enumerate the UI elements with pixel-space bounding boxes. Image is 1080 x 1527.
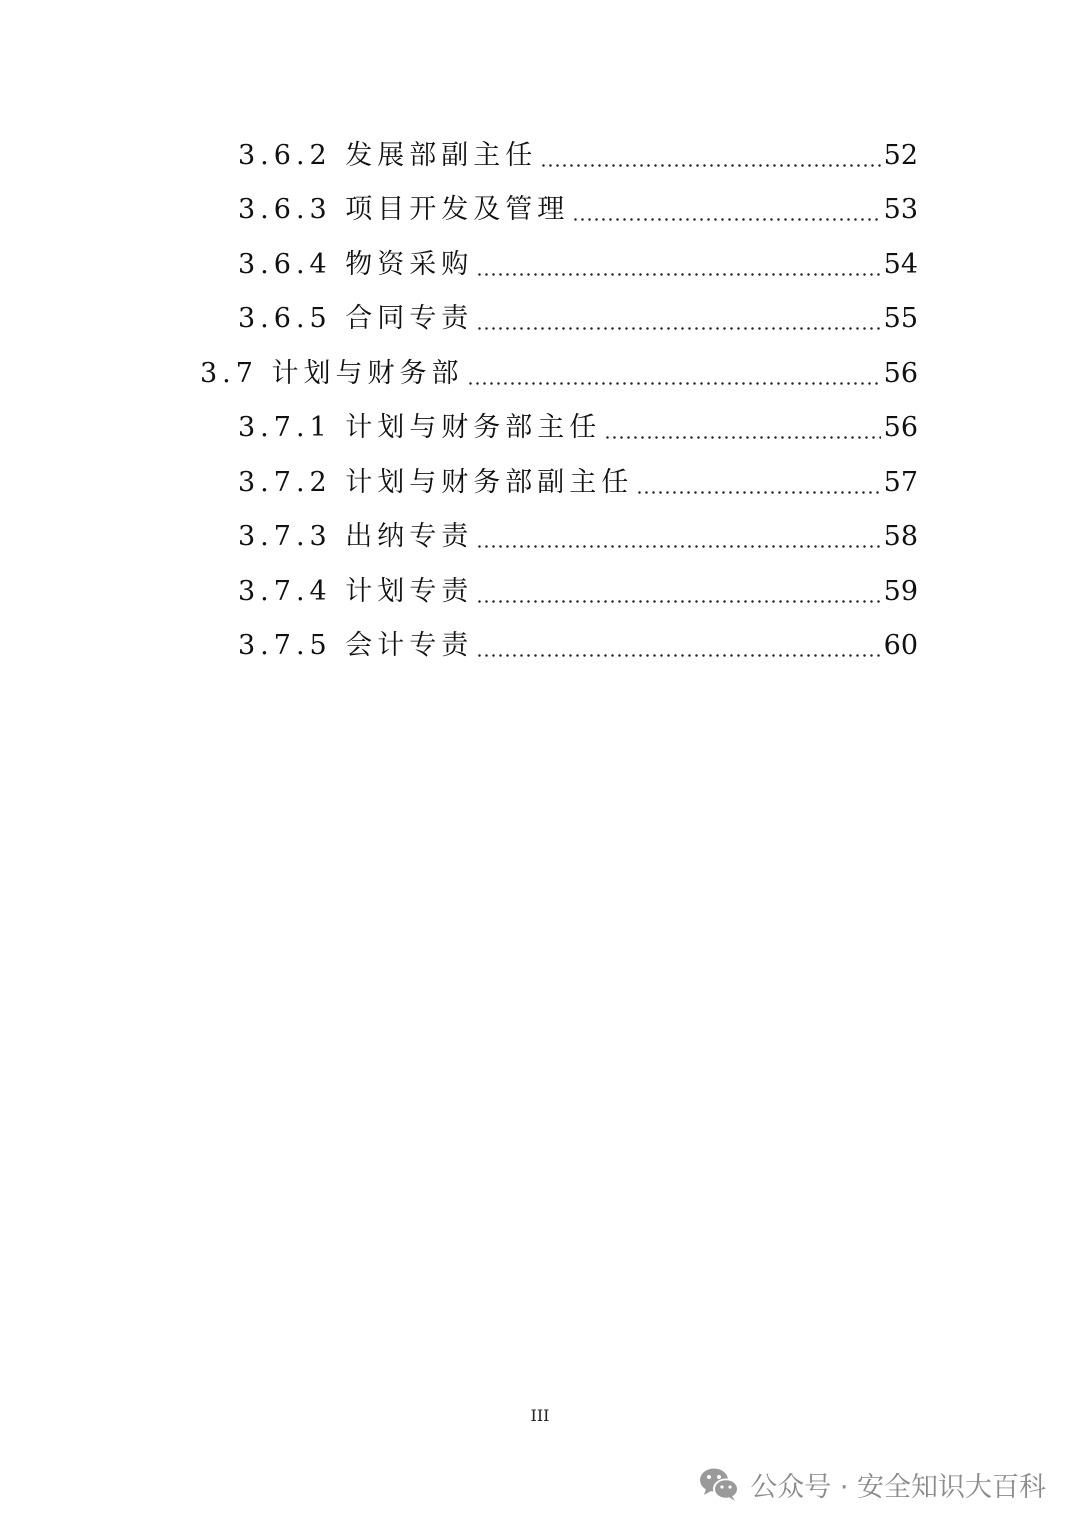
toc-entry-page: 54 — [883, 249, 918, 280]
toc-entry-number: 3.7.5 — [238, 630, 332, 661]
toc-entry-number: 3.7.2 — [238, 467, 332, 498]
toc-entry[interactable] — [238, 626, 918, 666]
toc-entry[interactable] — [238, 299, 918, 339]
toc-entry-text: 计划与财务部 — [271, 358, 464, 389]
dot-leader — [476, 273, 880, 276]
toc-entry[interactable] — [238, 572, 918, 612]
toc-entry-text: 计划与财务部副主任 — [345, 467, 634, 498]
watermark-text: 公众号 · 安全知识大百科 — [750, 1471, 1046, 1503]
toc-entry-title — [238, 626, 473, 666]
toc-entry-page: 55 — [883, 303, 918, 334]
toc-entry[interactable] — [238, 245, 918, 285]
toc-entry-text: 物资采购 — [345, 249, 474, 280]
table-of-contents — [0, 0, 1080, 700]
toc-entry-text: 计划与财务部主任 — [345, 412, 602, 443]
toc-entry-title — [238, 517, 473, 557]
dot-leader — [476, 327, 880, 330]
dot-leader — [476, 600, 880, 603]
toc-entry-page: 56 — [883, 358, 918, 389]
toc-entry-number: 3.6.3 — [238, 194, 332, 225]
toc-entry-page: 59 — [883, 576, 918, 607]
toc-entry-text: 出纳专责 — [345, 521, 474, 552]
toc-entry-page: 58 — [883, 521, 918, 552]
dot-leader — [604, 436, 880, 439]
dot-leader — [636, 491, 880, 494]
toc-entry-page: 56 — [883, 412, 918, 443]
toc-entry-title — [238, 408, 601, 448]
toc-entry-title — [238, 299, 473, 339]
toc-entry[interactable] — [238, 190, 918, 230]
dot-leader — [467, 382, 881, 385]
toc-entry-number: 3.6.5 — [238, 303, 332, 334]
toc-entry[interactable] — [238, 136, 918, 176]
toc-entry-text: 发展部副主任 — [345, 140, 538, 171]
page-number: III — [530, 1406, 550, 1425]
toc-entry-number: 3.7.3 — [238, 521, 332, 552]
toc-entry-title — [238, 136, 537, 176]
toc-entry[interactable] — [238, 463, 918, 503]
toc-entry-title — [200, 354, 464, 394]
watermark — [698, 1460, 1046, 1508]
toc-entry[interactable] — [200, 354, 918, 394]
toc-entry-text: 合同专责 — [345, 303, 474, 334]
toc-entry-number: 3.6.4 — [238, 249, 332, 280]
toc-entry-page: 57 — [883, 467, 918, 498]
toc-entry-title — [238, 572, 473, 612]
toc-entry-page: 53 — [883, 194, 918, 225]
dot-leader — [572, 218, 880, 221]
toc-entry-number: 3.7.4 — [238, 576, 332, 607]
toc-entry[interactable] — [238, 408, 918, 448]
toc-entry-text: 会计专责 — [345, 630, 474, 661]
dot-leader — [476, 654, 880, 657]
toc-entry-title — [238, 190, 569, 230]
toc-entry-page: 60 — [883, 630, 918, 661]
toc-entry-page: 52 — [883, 140, 918, 171]
toc-entry-number: 3.6.2 — [238, 140, 332, 171]
toc-entry-number: 3.7 — [200, 358, 258, 389]
toc-entry-title — [238, 463, 633, 503]
dot-leader — [540, 164, 880, 167]
toc-entry[interactable] — [238, 517, 918, 557]
dot-leader — [476, 545, 880, 548]
toc-entry-text: 计划专责 — [345, 576, 474, 607]
toc-entry-title — [238, 245, 473, 285]
toc-entry-number: 3.7.1 — [238, 412, 332, 443]
toc-entry-text: 项目开发及管理 — [345, 194, 570, 225]
wechat-icon — [698, 1465, 740, 1503]
